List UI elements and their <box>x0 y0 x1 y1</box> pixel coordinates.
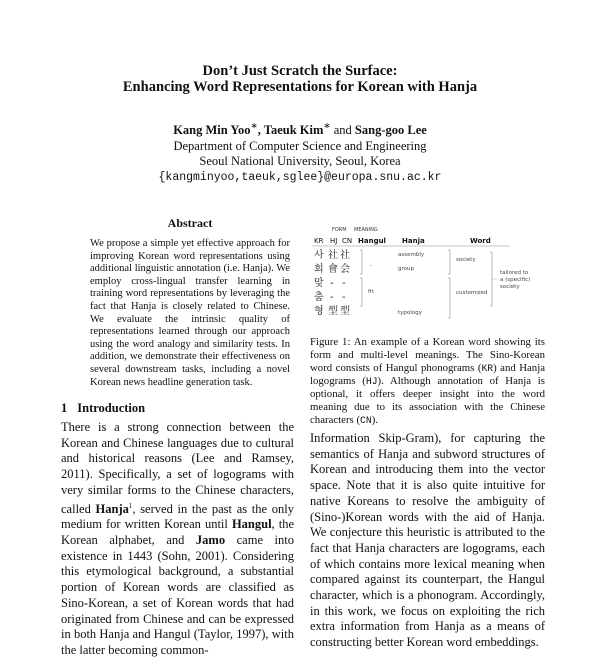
left-text-2: , served in the past as the only medium for written Korean until <box>61 501 294 532</box>
author-3: Sang-goo Lee <box>354 123 427 138</box>
fig-kr-2: 회 <box>314 264 324 275</box>
fig-word-2: customized <box>456 290 488 296</box>
caption-part-2: ) and Hanja logograms ( <box>310 362 545 387</box>
fig-col-cn: CN <box>342 237 353 245</box>
email-address[interactable]: {kangminyoo,taeuk,sglee}@europa.snu.ac.kr <box>158 170 442 184</box>
caption-part-4: ). <box>371 414 379 426</box>
paper-title-line1: Don’t Just Scratch the Surface: <box>202 63 398 79</box>
fig-kr-4: 춤 <box>314 292 324 303</box>
fig-brackets <box>360 250 498 318</box>
fig-hj-4: - <box>330 292 334 303</box>
fig-bracket-hanja-1 <box>448 250 450 274</box>
fig-bracket-hangul-1 <box>360 250 362 274</box>
abstract-text: We propose a simple yet effective approach for improving Korean word representations using additional linguistic annotation (i.e. Hanja). We employ cross-lingual transfer learning in training word representations by leveraging the fact that Hanja is closely related to Chinese. We evaluate the intrinsic quality of representations learned through our approach using the word analogy and similarity tests. In addition, we demonstrate their effectiveness on several downstream tasks, including a novel Korean news headline generation task. <box>90 238 290 388</box>
author-names <box>0 119 600 139</box>
term-hanja: Hanja <box>95 501 129 516</box>
author-2: Taeuk Kim <box>263 123 324 138</box>
footnote-marker[interactable]: 1 <box>128 501 133 510</box>
figure-1-caption <box>310 336 545 427</box>
fig-group-meaning: MEANING <box>354 227 378 233</box>
fig-kr-1: 사 <box>314 250 324 261</box>
caption-part-3: ). Although annotation of Hanja is optional, it offers deeper insight into the word meaning due to its association with the Chinese characters ( <box>310 375 545 426</box>
fig-col-kr: KR <box>314 237 324 245</box>
author-sep: , <box>257 123 264 138</box>
department: Department of Computer Science and Engineering <box>173 138 427 153</box>
fig-hj-5: 型 <box>328 306 338 317</box>
fig-cn-2: 会 <box>340 264 350 275</box>
intro-right-column: Information Skip-Gram), for capturing the semantics of Hanja and subword structures of Korean and introducing them into the vector space. Note that it is also quite intuitive for native Koreans to resolve the ambiguity of (Sino-)Korean words with the aid of Hanja. We conjecture this heuristic is attributed to the fact that Hanja characters are logograms, each of which contains more lexical meaning when compared against its counterpart, the Hangul character, which is a phonogram. Accordingly, in this work, we focus on exploiting the rich extra information from Hanja as a means of constructing better Korean word embeddings. <box>310 431 545 650</box>
fig-meaning-2: group <box>398 266 414 272</box>
university: Seoul National University, Seoul, Korea <box>199 154 401 169</box>
author-block <box>0 119 600 185</box>
author-and: and <box>330 123 355 138</box>
abstract-heading: Abstract <box>167 216 213 230</box>
caption-kr: KR <box>481 363 494 374</box>
term-hangul: Hangul <box>231 517 272 532</box>
fig-cn-1: 社 <box>340 250 350 261</box>
section-heading-introduction <box>61 401 155 416</box>
fig-kr-5: 형 <box>314 306 324 317</box>
fig-col-word: Word <box>470 237 491 245</box>
intro-left-column <box>61 420 294 659</box>
caption-part-1: Figure 1: An example of a Korean word showing its form and multi-level meanings. The Sino-Korean word consists of Hangul phonograms ( <box>310 336 545 374</box>
caption-cn: CN <box>360 415 372 426</box>
fig-hj-3: - <box>330 278 334 289</box>
fig-meaning-1: assembly <box>398 252 425 258</box>
fig-bracket-hanja-2 <box>448 278 450 318</box>
author-2-mark: ∗ <box>323 121 331 132</box>
fig-word-1: society <box>456 257 476 263</box>
fig-word-3c: society <box>500 284 520 290</box>
fig-col-hanja: Hanja <box>402 237 425 245</box>
fig-hj-1: 社 <box>328 250 338 261</box>
term-jamo: Jamo <box>195 533 226 548</box>
section-title: Introduction <box>77 401 146 415</box>
caption-hj: HJ <box>365 376 378 387</box>
fig-hj-2: 會 <box>328 264 338 275</box>
paper-title-line2: Enhancing Word Representations for Korean with Hanja <box>122 79 478 95</box>
fig-kr-3: 맞 <box>314 278 324 289</box>
fig-col-hangul: Hangul <box>358 237 386 245</box>
fig-word-3b: a (specific) <box>500 277 531 283</box>
fig-word-3a: tailored to <box>500 270 529 276</box>
left-text-4: came into existence in 1443 (Sohn, 2001). Considering this etymological background, a substantial portion of Korean words are classified as Sino-Korean, a set of Korean words that had originated from Chinese and can be expressed in both Hanja and Hangul (Taylor, 1997), with the latter becoming common- <box>61 533 294 657</box>
fig-group-form: FORM <box>332 227 347 233</box>
figure-1-diagram <box>310 226 550 326</box>
fig-hangul-2: fit <box>368 289 374 295</box>
fig-hangul-1: - <box>370 263 372 269</box>
fig-bracket-hangul-2 <box>360 278 362 306</box>
author-1: Kang Min Yoo <box>173 123 251 138</box>
left-text-3: , the Korean alphabet, and <box>61 517 294 548</box>
figure-1 <box>310 226 550 326</box>
section-number: 1 <box>61 401 68 415</box>
fig-col-hj: HJ <box>330 237 338 245</box>
fig-bracket-word <box>490 252 492 306</box>
author-1-mark: ∗ <box>250 121 258 132</box>
fig-cn-3: - <box>342 278 346 289</box>
fig-meaning-3: typology <box>398 310 422 316</box>
fig-cn-4: - <box>342 292 346 303</box>
left-text-1: There is a strong connection between the Korean and Chinese languages due to cultural and historical reasons (Lee and Ramsey, 2011). Specifically, a set of logograms with very similar forms to the Chinese characters, called <box>61 420 294 516</box>
fig-cn-5: 型 <box>340 306 350 317</box>
